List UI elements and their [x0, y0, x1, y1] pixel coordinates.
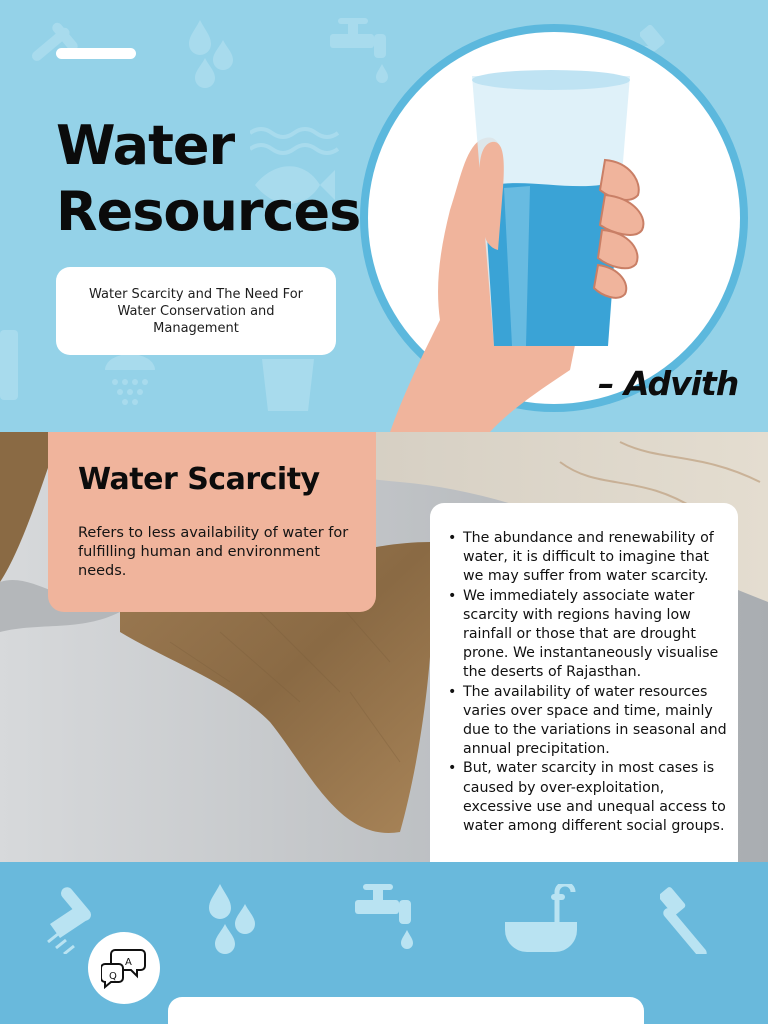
shower-head-icon — [100, 350, 160, 410]
bullets-card — [430, 503, 738, 862]
page-title — [56, 113, 376, 245]
author-name: – Advith — [598, 364, 739, 403]
scarcity-card — [48, 432, 376, 612]
scarcity-definition: Refers to less availability of water for fulfilling human and environment needs. — [78, 525, 349, 579]
footer-section — [0, 862, 768, 1024]
water-drops-icon — [205, 884, 260, 959]
qa-letter-a: A — [125, 957, 132, 968]
scarcity-title: Water Scarcity — [78, 462, 320, 497]
bullet-item: • The abundance and renewability of water, it is difficult to imagine that we may suffer from water scarcity. — [448, 529, 728, 587]
toothbrush-icon — [660, 884, 730, 954]
scarcity-section — [0, 432, 768, 862]
bullet-item: • We immediately associate water scarcity with regions having low rainfall or those that are drought prone. We instantaneously visualise the deserts of Rajasthan. — [448, 587, 728, 683]
subtitle: Water Scarcity and The Need For Water Conservation and Management — [89, 286, 303, 336]
water-drops-icon — [185, 20, 235, 90]
bullet-item: • The availability of water resources varies over space and time, mainly due to the variations in seasonal and annual precipitation. — [448, 683, 728, 760]
cup-icon — [258, 355, 318, 415]
qa-chat-button[interactable] — [88, 932, 160, 1004]
bottom-card — [168, 997, 644, 1024]
bullet-item: • But, water scarcity in most cases is caused by over-exploitation, excessive use and unequal access to water among different social groups. — [448, 759, 728, 836]
bath-icon — [0, 330, 30, 400]
bathtub-icon — [505, 884, 585, 959]
title-line-2: Resources — [56, 180, 361, 243]
hero-section — [0, 0, 768, 432]
title-line-1: Water — [56, 114, 235, 177]
subtitle-card — [56, 267, 336, 355]
accent-bar — [56, 48, 136, 59]
bullet-list — [448, 529, 728, 836]
qa-chat-icon — [101, 947, 147, 989]
faucet-icon — [355, 884, 425, 954]
qa-letter-q: Q — [109, 971, 117, 982]
